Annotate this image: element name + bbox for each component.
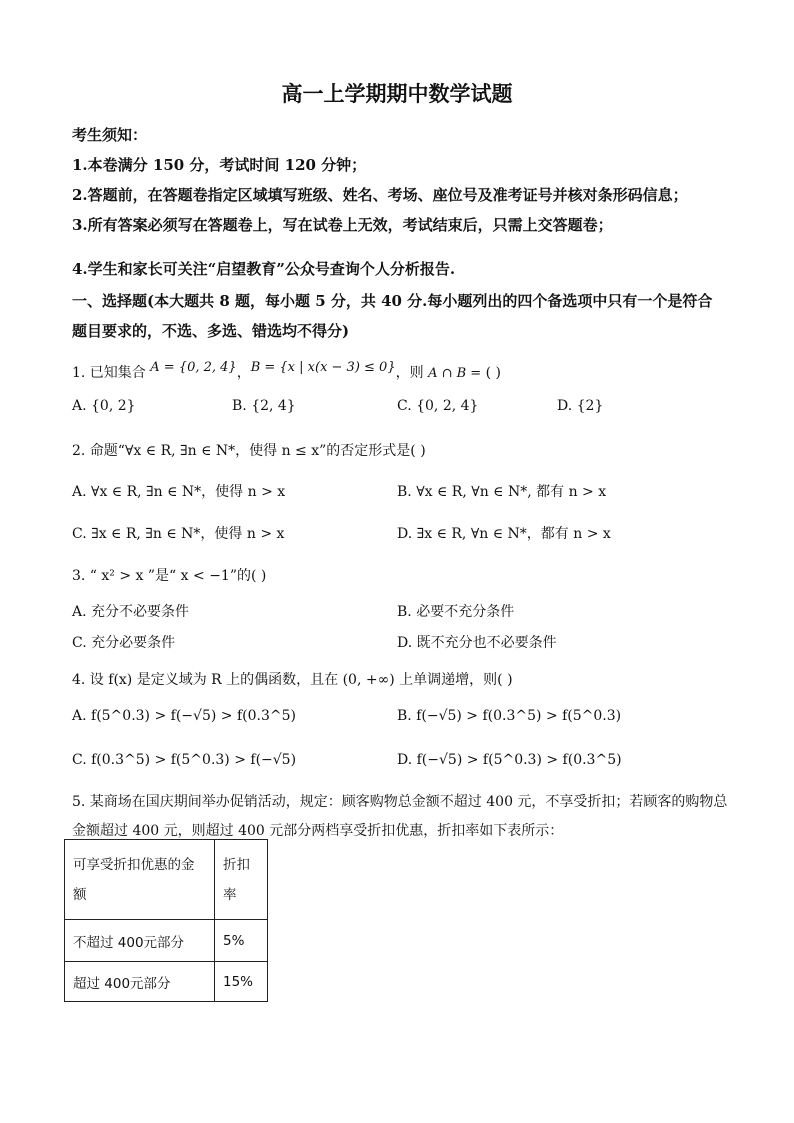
table-cell-rate: 5%	[215, 920, 268, 962]
q5-stem-line2: 金额超过 400 元，则超过 400 元部分两档享受折扣优惠，折扣率如下表所示：	[72, 823, 564, 839]
notice-item-1: 1.本卷满分 150 分，考试时间 120 分钟；	[72, 156, 367, 174]
discount-table	[64, 839, 268, 1002]
q2-option-a: A. ∀x ∈ R, ∃n ∈ N*，使得 n > x	[72, 484, 286, 500]
q4-option-a: A. f(5^0.3) > f(−√5) > f(0.3^5)	[72, 708, 296, 724]
q1-set-a: A = {0, 2, 4}	[150, 360, 237, 375]
q1-option-b: B. {2, 4}	[232, 398, 296, 414]
q4-option-b: B. f(−√5) > f(0.3^5) > f(5^0.3)	[397, 708, 622, 724]
q4-option-d: D. f(−√5) > f(5^0.3) > f(0.3^5)	[397, 752, 622, 768]
q1-option-a: A. {0, 2}	[72, 398, 136, 414]
notice-item-2: 2.答题前，在答题卷指定区域填写班级、姓名、考场、座位号及准考证号并核对条形码信息；	[72, 186, 688, 204]
section-heading-line1: 一、选择题(本大题共 8 题，每小题 5 分，共 40 分.每小题列出的四个备选项中只有一个是符合	[72, 292, 713, 310]
q1-option-d: D. {2}	[557, 398, 604, 414]
q1-stem-then: ，则	[395, 365, 424, 381]
table-row	[65, 920, 268, 962]
table-cell-amount: 不超过 400元部分	[65, 920, 215, 962]
section-heading-line2: 题目要求的，不选、多选、错选均不得分)	[72, 322, 350, 340]
q4-option-c: C. f(0.3^5) > f(5^0.3) > f(−√5)	[72, 752, 297, 768]
table-header-row	[65, 840, 268, 920]
q5-stem-line1: 5. 某商场在国庆期间举办促销活动，规定：顾客购物总金额不超过 400 元，不享受折扣；若顾客的购物总	[72, 794, 728, 810]
notice-heading: 考生须知：	[72, 126, 148, 144]
q1-stem	[72, 362, 501, 382]
q3-option-b: B. 必要不充分条件	[397, 604, 515, 620]
q1-set-b: B = {x | x(x − 3) ≤ 0}	[250, 360, 396, 375]
table-cell-rate: 15%	[215, 962, 268, 1002]
q2-option-b: B. ∀x ∈ R, ∀n ∈ N*, 都有 n > x	[397, 484, 607, 500]
notice-item-4: 4.学生和家长可关注“启望教育”公众号查询个人分析报告.	[72, 260, 456, 278]
q3-option-c: C. 充分必要条件	[72, 635, 176, 651]
table-row	[65, 962, 268, 1002]
q1-expression: A ∩ B =	[428, 366, 482, 381]
q1-answer-paren: ( )	[485, 365, 502, 381]
table-header-amount: 可享受折扣优惠的金额	[65, 840, 215, 920]
q4-stem: 4. 设 f(x) 是定义域为 R 上的偶函数，且在 (0, +∞) 上单调递增，则( )	[72, 672, 513, 688]
notice-item-3: 3.所有答案必须写在答题卷上，写在试卷上无效，考试结束后，只需上交答题卷；	[72, 216, 613, 234]
q1-separator: ，	[236, 365, 251, 381]
q2-option-c: C. ∃x ∈ R, ∃n ∈ N*，使得 n > x	[72, 526, 285, 542]
q3-option-d: D. 既不充分也不必要条件	[397, 635, 557, 651]
q2-stem: 2. 命题“∀x ∈ R, ∃n ∈ N*，使得 n ≤ x”的否定形式是( )	[72, 443, 426, 459]
table-header-rate: 折扣率	[215, 840, 268, 920]
q2-option-d: D. ∃x ∈ R, ∀n ∈ N*，都有 n > x	[397, 526, 611, 542]
table-cell-amount: 超过 400元部分	[65, 962, 215, 1002]
page-title: 高一上学期期中数学试题	[281, 81, 513, 106]
q3-stem: 3. “ x² > x ”是“ x < −1”的( )	[72, 568, 267, 584]
q1-stem-prefix: 1. 已知集合	[72, 365, 146, 381]
q1-option-c: C. {0, 2, 4}	[397, 398, 479, 414]
q3-option-a: A. 充分不必要条件	[72, 604, 190, 620]
